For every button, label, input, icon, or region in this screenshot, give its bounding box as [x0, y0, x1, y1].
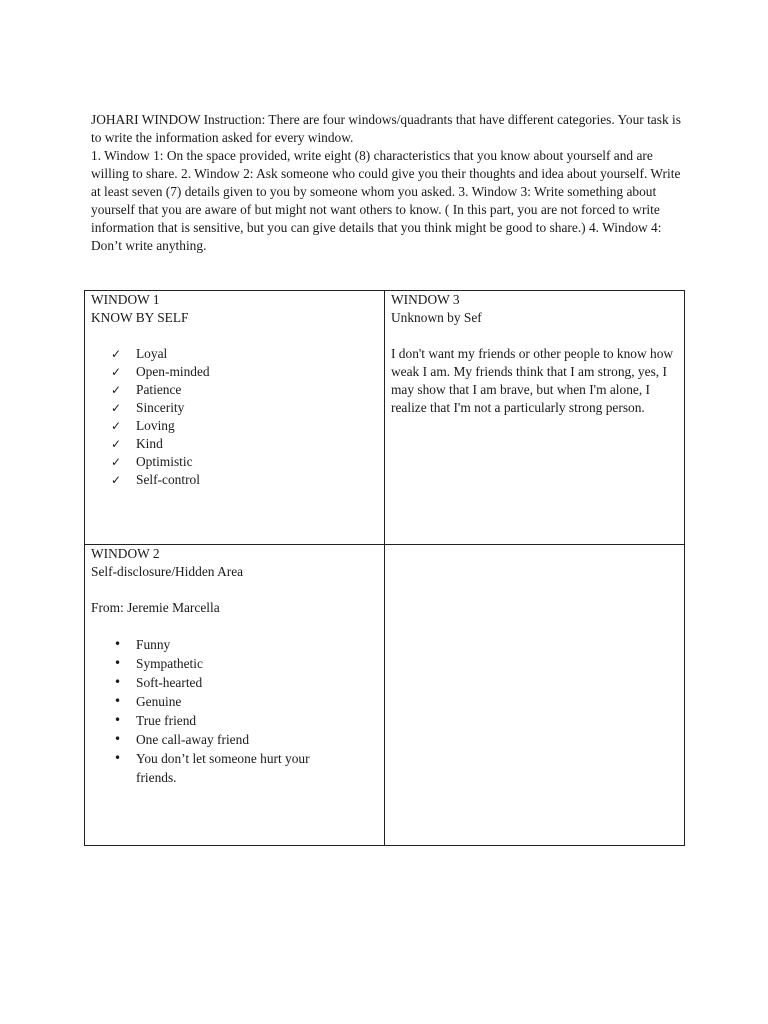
list-item: ✓ Sincerity: [111, 400, 185, 415]
list-item: • You don’t let someone hurt your friends.: [114, 751, 310, 785]
list-item: • Funny: [114, 637, 171, 652]
instructions: [91, 111, 687, 255]
bullet-icon: •: [114, 751, 122, 765]
list-item: • Sympathetic: [114, 656, 203, 671]
bullet-icon: •: [114, 656, 122, 670]
checkmark-icon: ✓: [111, 383, 122, 397]
window-1-list: [91, 345, 378, 489]
checkmark-icon: ✓: [111, 347, 122, 361]
checkmark-icon: ✓: [111, 401, 122, 415]
window-3-text: I don't want my friends or other people to know how weak I am. My friends think that I am strong, yes, I may show that I am brave, but when I'm alone, I realize that I'm not a particularly strong person.: [391, 346, 674, 415]
instructions-steps: 1. Window 1: On the space provided, write eight (8) characteristics that you know about yourself and are willing to share. 2. Window 2: Ask someone who could give you their thoughts and idea about yourself. Write at least seven (7) details given to you by someone whom you asked. 3. Window 3: Write something about yourself that you are aware of but might not want others to know. ( In this part, you are not forced to write information that is sensitive, but you can give details that you think might be good to share.) 4. Window 4: Don’t write anything.: [91, 148, 681, 253]
checkmark-icon: ✓: [111, 365, 122, 379]
bullet-icon: •: [114, 694, 122, 708]
window-3-cell: [385, 291, 685, 545]
list-item: • Genuine: [114, 694, 182, 709]
window-2-from: From: Jeremie Marcella: [91, 600, 220, 615]
list-item: ✓ Loving: [111, 418, 175, 433]
window-1-subtitle: KNOW BY SELF: [91, 310, 189, 325]
list-item: ✓ Kind: [111, 436, 163, 451]
window-3-subtitle: Unknown by Sef: [391, 310, 482, 325]
list-item: ✓ Loyal: [111, 346, 168, 361]
johari-window-table: [84, 290, 685, 846]
bullet-icon: •: [114, 732, 122, 746]
checkmark-icon: ✓: [111, 419, 122, 433]
list-item: • One call-away friend: [114, 732, 250, 747]
window-2-cell: [85, 545, 385, 846]
window-2-list: [91, 635, 378, 787]
bullet-icon: •: [114, 675, 122, 689]
window-1-title: WINDOW 1: [91, 292, 160, 307]
list-item: ✓ Open-minded: [111, 364, 210, 379]
checkmark-icon: ✓: [111, 473, 122, 487]
checkmark-icon: ✓: [111, 455, 122, 469]
window-1-cell: [85, 291, 385, 545]
list-item: ✓ Patience: [111, 382, 182, 397]
bullet-icon: •: [114, 637, 122, 651]
window-4-cell: [385, 545, 685, 846]
window-3-title: WINDOW 3: [391, 292, 460, 307]
list-item: • True friend: [114, 713, 197, 728]
list-item: • Soft-hearted: [114, 675, 203, 690]
instructions-intro: JOHARI WINDOW Instruction: There are four windows/quadrants that have different categories. Your task is to write the information asked for every window.: [91, 112, 681, 145]
window-2-subtitle: Self-disclosure/Hidden Area: [91, 564, 244, 579]
checkmark-icon: ✓: [111, 437, 122, 451]
list-item: ✓ Self-control: [111, 472, 200, 487]
bullet-icon: •: [114, 713, 122, 727]
list-item: ✓ Optimistic: [111, 454, 193, 469]
window-2-title: WINDOW 2: [91, 546, 160, 561]
